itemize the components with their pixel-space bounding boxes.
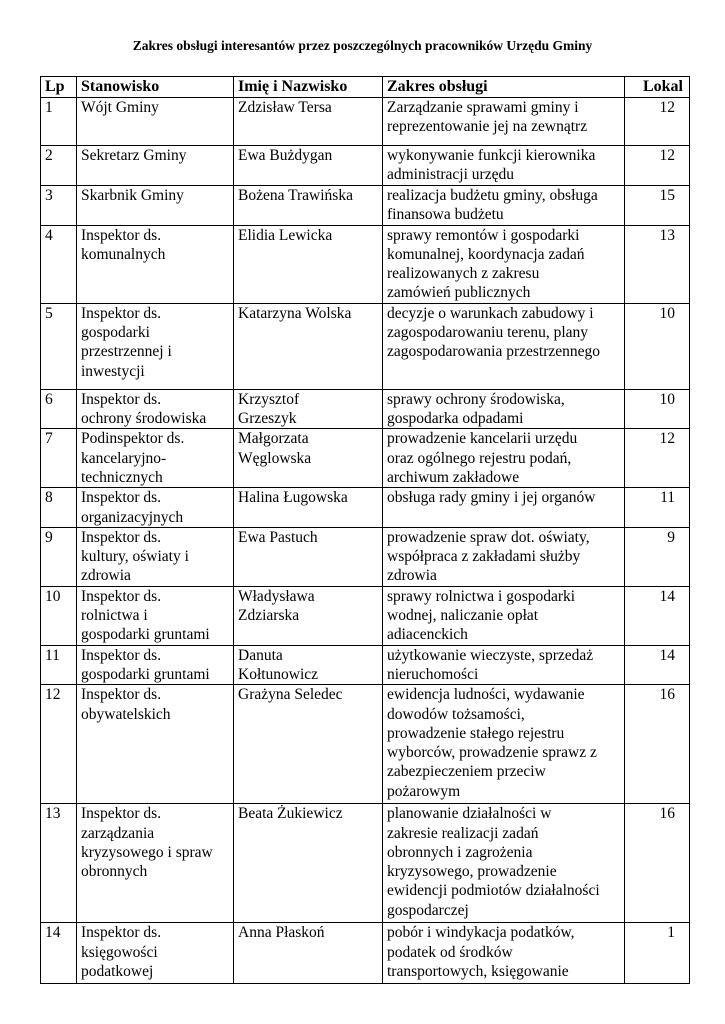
cell-zakres-text: planowanie działalności w zakresie realizacji zadań obronnych i zagrożenia kryzysowego, prowadzenie ewidencji podmiotów działalności gospodarczej xyxy=(387,805,600,919)
cell-zakres-text: decyzje o warunkach zabudowy i zagospodarowaniu terenu, plany zagospodarowania przestrzennego xyxy=(387,304,601,361)
cell-stanowisko xyxy=(77,429,234,488)
cell-zakres xyxy=(383,303,625,389)
cell-zakres-text: sprawy ochrony środowiska, gospodarka odpadami xyxy=(387,390,565,428)
cell-imie-nazwisko xyxy=(234,527,383,586)
cell-lp-text: 13 xyxy=(45,805,61,823)
cell-lokal-text: 16 xyxy=(659,686,675,704)
cell-lp-text: 7 xyxy=(45,430,53,448)
table-row xyxy=(41,429,690,488)
cell-stanowisko-text: Inspektor ds. ochrony środowiska xyxy=(81,390,207,428)
cell-lp xyxy=(41,804,77,923)
cell-zakres-text: sprawy remontów i gospodarki komunalnej, koordynacja zadań realizowanych z zakresu zamówień publicznych xyxy=(387,226,585,302)
cell-stanowisko xyxy=(77,389,234,429)
cell-imie-nazwisko-text: Bożena Trawińska xyxy=(238,187,353,204)
cell-stanowisko-text: Sekretarz Gminy xyxy=(81,147,187,164)
cell-lokal xyxy=(625,488,690,528)
table-row xyxy=(41,804,690,923)
cell-imie-nazwisko xyxy=(234,303,383,389)
table-row xyxy=(41,225,690,303)
cell-imie-nazwisko-text: Ewa Bużdygan xyxy=(238,147,333,164)
cell-stanowisko-text: Inspektor ds. rolnictwa i gospodarki gruntami xyxy=(81,587,210,644)
header-stanowisko: Stanowisko xyxy=(77,77,234,98)
cell-stanowisko-text: Inspektor ds. obywatelskich xyxy=(81,686,171,723)
cell-imie-nazwisko-text: Władysława Zdziarska xyxy=(238,587,315,625)
cell-zakres-text: wykonywanie funkcji kierownika administracji urzędu xyxy=(387,147,596,184)
cell-lp-text: 4 xyxy=(45,226,53,244)
header-lokal: Lokal xyxy=(625,77,690,98)
cell-stanowisko xyxy=(77,923,234,984)
cell-stanowisko xyxy=(77,586,234,645)
cell-lokal-text: 11 xyxy=(660,489,675,507)
cell-lp-text: 8 xyxy=(45,489,53,507)
cell-lokal-text: 14 xyxy=(659,646,675,664)
cell-lokal xyxy=(625,586,690,645)
cell-imie-nazwisko xyxy=(234,804,383,923)
cell-lokal xyxy=(625,225,690,303)
table-row xyxy=(41,685,690,804)
header-imie-nazwisko: Imię i Nazwisko xyxy=(234,77,383,98)
cell-zakres xyxy=(383,586,625,645)
cell-zakres xyxy=(383,685,625,804)
cell-imie-nazwisko xyxy=(234,923,383,984)
table-row xyxy=(41,586,690,645)
cell-lp xyxy=(41,429,77,488)
cell-lokal-text: 9 xyxy=(667,528,675,546)
cell-lokal-text: 15 xyxy=(659,187,675,204)
cell-zakres-text: użytkowanie wieczyste, sprzedaż nieruchomości xyxy=(387,646,594,683)
table-row xyxy=(41,303,690,389)
cell-lp-text: 14 xyxy=(45,924,61,942)
cell-lp-text: 12 xyxy=(45,686,61,704)
cell-lp xyxy=(41,186,77,226)
cell-imie-nazwisko xyxy=(234,685,383,804)
cell-zakres-text: ewidencja ludności, wydawanie dowodów tożsamości, prowadzenie stałego rejestru wyborców, prowadzenie sprawz z zabezpieczeniem przeciw pożarowym xyxy=(387,686,597,800)
document-title: Zakres obsługi interesantów przez poszczególnych pracowników Urzędu Gminy xyxy=(132,38,593,53)
cell-stanowisko xyxy=(77,804,234,923)
table-header-row xyxy=(41,77,690,98)
cell-imie-nazwisko-text: Katarzyna Wolska xyxy=(238,304,352,322)
staff-table xyxy=(40,76,690,984)
cell-zakres xyxy=(383,804,625,923)
cell-lp xyxy=(41,586,77,645)
cell-stanowisko xyxy=(77,488,234,528)
cell-zakres-text: Zarządzanie sprawami gminy i reprezentowanie jej na zewnątrz xyxy=(387,99,588,136)
cell-lp-text: 11 xyxy=(45,646,60,664)
cell-imie-nazwisko xyxy=(234,186,383,226)
cell-imie-nazwisko xyxy=(234,645,383,685)
cell-lp-text: 6 xyxy=(45,390,53,408)
cell-zakres-text: realizacja budżetu gminy, obsługa finansowa budżetu xyxy=(387,187,598,224)
table-row xyxy=(41,645,690,685)
cell-lokal-text: 12 xyxy=(659,147,675,164)
cell-zakres xyxy=(383,186,625,226)
cell-lp xyxy=(41,685,77,804)
cell-lp-text: 5 xyxy=(45,304,53,322)
cell-stanowisko-text: Inspektor ds. zarządzania kryzysowego i spraw obronnych xyxy=(81,805,213,881)
cell-lokal xyxy=(625,303,690,389)
cell-imie-nazwisko xyxy=(234,225,383,303)
cell-lp-text: 2 xyxy=(45,147,53,164)
cell-imie-nazwisko-text: Anna Płaskoń xyxy=(238,924,325,942)
cell-imie-nazwisko xyxy=(234,146,383,186)
cell-zakres xyxy=(383,146,625,186)
cell-stanowisko xyxy=(77,98,234,146)
cell-stanowisko-text: Podinspektor ds. kancelaryjno- technicznych xyxy=(81,430,185,486)
cell-lokal xyxy=(625,186,690,226)
cell-imie-nazwisko-text: Danuta Kołtunowicz xyxy=(238,646,319,683)
cell-imie-nazwisko-text: Elidia Lewicka xyxy=(238,226,333,244)
cell-zakres-text: pobór i windykacja podatków, podatek od środków transportowych, księgowanie xyxy=(387,924,575,980)
cell-stanowisko xyxy=(77,186,234,226)
cell-stanowisko-text: Inspektor ds. komunalnych xyxy=(81,226,166,263)
table-row xyxy=(41,186,690,226)
cell-lokal-text: 10 xyxy=(659,390,675,408)
cell-lp xyxy=(41,303,77,389)
cell-lokal xyxy=(625,685,690,804)
cell-zakres xyxy=(383,429,625,488)
cell-imie-nazwisko xyxy=(234,429,383,488)
cell-lp xyxy=(41,98,77,146)
cell-stanowisko xyxy=(77,303,234,389)
cell-zakres xyxy=(383,98,625,146)
cell-lokal-text: 12 xyxy=(659,99,675,116)
cell-stanowisko xyxy=(77,146,234,186)
cell-imie-nazwisko-text: Ewa Pastuch xyxy=(238,528,318,546)
cell-imie-nazwisko-text: Beata Żukiewicz xyxy=(238,805,343,823)
cell-imie-nazwisko xyxy=(234,98,383,146)
cell-stanowisko-text: Inspektor ds. gospodarki przestrzennej i inwestycji xyxy=(81,304,172,380)
cell-lp xyxy=(41,923,77,984)
header-zakres: Zakres obsługi xyxy=(383,77,625,98)
cell-zakres xyxy=(383,923,625,984)
cell-lokal xyxy=(625,429,690,488)
cell-lp xyxy=(41,527,77,586)
cell-zakres xyxy=(383,527,625,586)
cell-imie-nazwisko xyxy=(234,389,383,429)
cell-zakres-text: obsługa rady gminy i jej organów xyxy=(387,489,596,507)
cell-lp xyxy=(41,389,77,429)
cell-lp xyxy=(41,225,77,303)
cell-stanowisko xyxy=(77,685,234,804)
cell-lokal-text: 12 xyxy=(659,430,675,448)
table-row xyxy=(41,527,690,586)
cell-imie-nazwisko-text: Zdzisław Tersa xyxy=(238,99,332,116)
table-row xyxy=(41,488,690,528)
cell-zakres-text: prowadzenie spraw dot. oświaty, współpraca z zakładami służby zdrowia xyxy=(387,528,590,585)
cell-lokal xyxy=(625,923,690,984)
cell-stanowisko-text: Inspektor ds. księgowości podatkowej xyxy=(81,924,162,980)
cell-imie-nazwisko-text: Krzysztof Grzeszyk xyxy=(238,390,300,428)
cell-imie-nazwisko xyxy=(234,586,383,645)
cell-zakres-text: sprawy rolnictwa i gospodarki wodnej, naliczanie opłat adiacenckich xyxy=(387,587,576,644)
cell-stanowisko-text: Wójt Gminy xyxy=(81,99,159,116)
cell-stanowisko-text: Inspektor ds. organizacyjnych xyxy=(81,489,184,526)
cell-lokal xyxy=(625,527,690,586)
cell-imie-nazwisko-text: Grażyna Seledec xyxy=(238,686,343,704)
cell-stanowisko-text: Skarbnik Gminy xyxy=(81,187,184,204)
cell-lokal xyxy=(625,645,690,685)
cell-lokal-text: 13 xyxy=(659,226,675,244)
cell-lp-text: 9 xyxy=(45,528,53,546)
cell-stanowisko xyxy=(77,527,234,586)
cell-lp xyxy=(41,146,77,186)
cell-lp xyxy=(41,645,77,685)
cell-zakres xyxy=(383,488,625,528)
cell-lp-text: 1 xyxy=(45,99,53,116)
cell-zakres xyxy=(383,645,625,685)
table-row xyxy=(41,146,690,186)
cell-lokal xyxy=(625,146,690,186)
cell-zakres xyxy=(383,225,625,303)
table-row xyxy=(41,98,690,146)
header-lp: Lp xyxy=(41,77,77,98)
cell-lokal-text: 14 xyxy=(659,587,675,605)
cell-lokal xyxy=(625,98,690,146)
cell-imie-nazwisko-text: Halina Ługowska xyxy=(238,489,348,507)
cell-imie-nazwisko-text: Małgorzata Węglowska xyxy=(238,430,312,467)
cell-lokal-text: 16 xyxy=(659,805,675,823)
cell-stanowisko xyxy=(77,645,234,685)
cell-stanowisko xyxy=(77,225,234,303)
cell-imie-nazwisko xyxy=(234,488,383,528)
cell-stanowisko-text: Inspektor ds. kultury, oświaty i zdrowia xyxy=(81,528,189,585)
cell-lp-text: 10 xyxy=(45,587,61,605)
cell-lokal-text: 10 xyxy=(659,304,675,322)
cell-zakres-text: prowadzenie kancelarii urzędu oraz ogólnego rejestru podań, archiwum zakładowe xyxy=(387,430,578,486)
cell-lokal-text: 1 xyxy=(667,924,675,942)
cell-lp-text: 3 xyxy=(45,187,53,204)
cell-stanowisko-text: Inspektor ds. gospodarki gruntami xyxy=(81,646,210,683)
table-row xyxy=(41,389,690,429)
cell-lp xyxy=(41,488,77,528)
table-row xyxy=(41,923,690,984)
cell-lokal xyxy=(625,389,690,429)
cell-lokal xyxy=(625,804,690,923)
cell-zakres xyxy=(383,389,625,429)
